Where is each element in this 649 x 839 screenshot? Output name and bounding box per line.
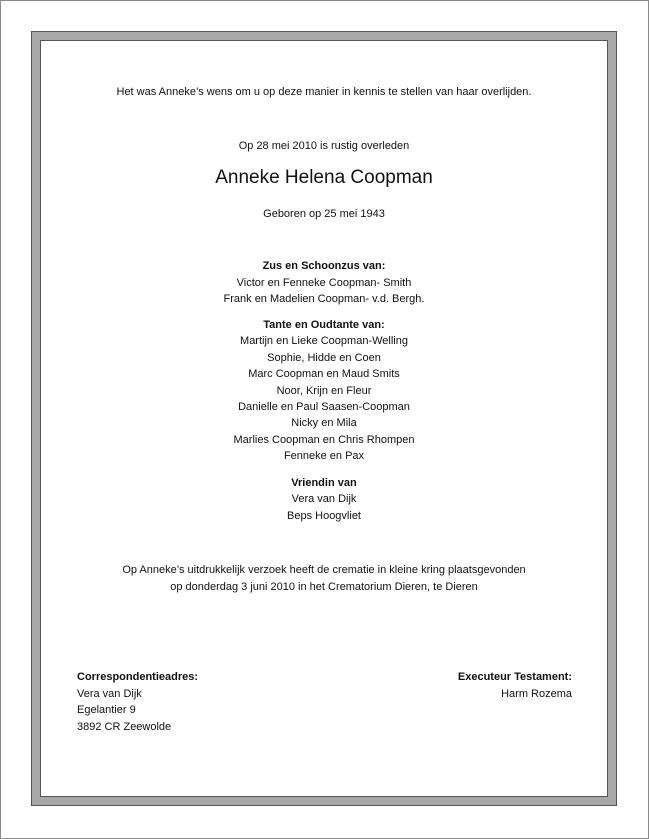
executor-heading: Executeur Testament: <box>457 671 572 683</box>
document-page <box>32 32 616 805</box>
executor-block <box>458 669 572 702</box>
list-item: Martijn en Lieke Coopman-Welling <box>240 335 408 347</box>
deceased-name: Anneke Helena Coopman <box>215 167 433 188</box>
list-item: Nicky en Mila <box>291 417 357 429</box>
list-item: Marc Coopman en Maud Smits <box>248 368 400 380</box>
correspondence-block <box>77 669 198 735</box>
list-item: Sophie, Hidde en Coen <box>267 352 381 364</box>
intro-text: Het was Anneke’s wens om u op deze manier in kennis te stellen van haar overlijden. <box>116 86 532 98</box>
list-item: Vera van Dijk <box>291 493 357 505</box>
birth-date-line: Geboren op 25 mei 1943 <box>263 208 385 220</box>
group-heading-aunt: Tante en Oudtante van: <box>263 319 385 331</box>
address-line: Egelantier 9 <box>77 704 136 716</box>
cremation-line: Op Anneke’s uitdrukkelijk verzoek heeft de crematie in kleine kring plaatsgevonden <box>122 564 526 576</box>
cremation-line: op donderdag 3 juni 2010 in het Crematorium Dieren, te Dieren <box>170 581 478 593</box>
group-heading-siblings: Zus en Schoonzus van: <box>262 260 386 272</box>
death-date-line: Op 28 mei 2010 is rustig overleden <box>238 140 410 152</box>
list-item: Marlies Coopman en Chris Rhompen <box>233 434 415 446</box>
list-item: Victor en Fenneke Coopman- Smith <box>236 277 412 289</box>
address-line: 3892 CR Zeewolde <box>77 720 172 733</box>
address-line: Vera van Dijk <box>77 687 142 700</box>
list-item: Beps Hoogvliet <box>287 510 361 522</box>
correspondence-heading: Correspondentieadres: <box>77 671 199 683</box>
list-item: Fenneke en Pax <box>283 450 365 462</box>
executor-name: Harm Rozema <box>501 687 572 700</box>
group-heading-friend: Vriendin van <box>291 477 357 489</box>
list-item: Frank en Madelien Coopman- v.d. Bergh. <box>223 293 425 305</box>
list-item: Noor, Krijn en Fleur <box>276 385 372 397</box>
list-item: Danielle en Paul Saasen-Coopman <box>238 401 410 413</box>
